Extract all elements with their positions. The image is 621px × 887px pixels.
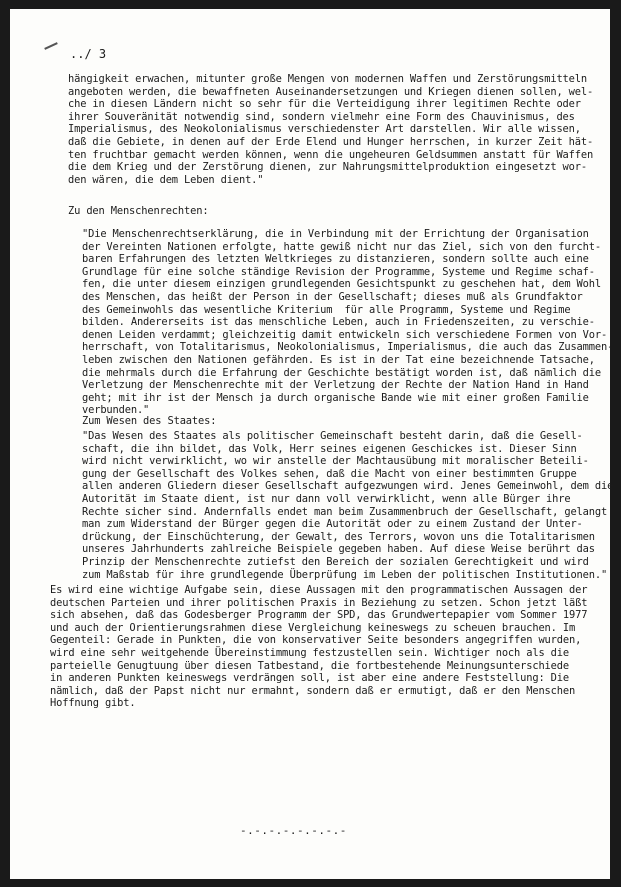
paragraph-party-programs [50, 584, 588, 710]
text-line: baren Erfahrungen des letzten Weltkrieges zu distanzieren, sondern sollte auch eine [82, 253, 589, 266]
paragraph-arms-trade [68, 73, 594, 186]
quote-human-rights [82, 228, 614, 417]
text-line: und auch der Orientierungsrahmen diese Vergleichung keineswegs zu scheuen brauchen. Im [50, 621, 576, 634]
text-line: den wären, die dem Leben dient." [68, 173, 264, 186]
end-marker: -.-.-.-.-.-.-.- [240, 824, 347, 837]
text-line: deutschen Parteien und ihrer politischen Praxis in Beziehung zu setzen. Schon jetzt läßt [50, 596, 588, 609]
text-line: "Das Wesen des Staates als politischer Gemeinschaft besteht darin, daß die Gesell- [82, 430, 583, 442]
text-line: Hoffnung gibt. [50, 697, 136, 710]
text-line: hängigkeit erwachen, mitunter große Mengen von modernen Waffen und Zerstörungsmitteln [68, 73, 587, 85]
text-line: Autorität im Staate dient, ist nur dann voll verwirklicht, wenn alle Bürger ihre [82, 492, 571, 505]
text-line: sich absehen, daß das Godesberger Programm der SPD, das Grundwertepapier vom Sommer 1977 [50, 609, 588, 622]
text-line: wird nicht verwirklicht, wo wir anstelle der Machtausübung mit moralischer Beteili- [82, 455, 589, 468]
text-line: ten fruchtbar gemacht werden können, wenn die ungeheuren Geldsummen anstatt für Waffen [68, 148, 594, 161]
text-line: schaft, die ihn bildet, das Volk, Herr seines eigenen Geschickes ist. Dieser Sinn [82, 442, 577, 455]
text-line: die mehrmals durch die Erfahrung der Geschichte bestätigt worden ist, daß nämlich die [82, 366, 601, 379]
text-line: gung der Gesellschaft des Volkes sehen, daß die Macht von einer bestimmten Gruppe [82, 467, 577, 480]
text-line: che in diesen Ländern nicht so sehr für die Verteidigung ihrer legitimen Rechte oder [68, 98, 581, 111]
text-line: Rechte sicher sind. Andernfalls endet man beim Zusammenbruch der Gesellschaft, gelangt [82, 505, 608, 518]
text-line: Es wird eine wichtige Aufgabe sein, diese Aussagen mit den programmatischen Aussagen der [50, 584, 588, 596]
text-line: fen, die unter diesem einzigen grundlegenden Gesichtspunkt zu geschehen hat, dem Wohl [82, 278, 601, 291]
text-line: ihrer Souveränität notwendig sind, sondern vielmehr eine Form des Chauvinismus, des [68, 110, 575, 123]
text-line: man zum Widerstand der Bürger gegen die Autorität oder zu einem Zustand der Unter- [82, 518, 583, 531]
page-number: ../ 3 [70, 47, 107, 61]
text-line: Verletzung der Menschenrechte mit der Verletzung der Rechte der Nation Hand in Hand [82, 379, 589, 392]
text-line: zum Maßstab für ihre grundlegende Überprüfung im Leben der politischen Institutionen." [82, 568, 608, 581]
text-line: parteielle Genugtuung über diesen Tatbestand, die fortbestehende Meinungsunterschiede [50, 659, 569, 672]
text-line: allen anderen Gliedern dieser Gesellschaft aufgezwungen wird. Jenes Gemeinwohl, dem die [82, 480, 614, 493]
text-line: verbunden." [82, 404, 150, 417]
pen-mark [44, 42, 58, 50]
text-line: Imperialismus, des Neokolonialismus verschiedenster Art darstellen. Wir alle wissen, [68, 123, 581, 136]
text-line: leben zwischen den Nationen gefährden. Es ist in der Tat eine bezeichnende Tatsache, [82, 353, 595, 366]
text-line: drückung, der Einschüchterung, der Gewalt, des Terrors, wovon uns die Totalitarismen [82, 530, 595, 543]
text-line: "Die Menschenrechtserklärung, die in Verbindung mit der Errichtung der Organisation [82, 228, 589, 240]
text-line: Prinzip der Menschenrechte zutiefst den Bereich der sozialen Gerechtigkeit und wird [82, 555, 589, 568]
text-line: Gegenteil: Gerade in Punkten, die von konservativer Seite besonders angegriffen wurden, [50, 634, 582, 647]
heading-human-rights: Zu den Menschenrechten: [68, 205, 209, 217]
text-line: des Gemeinwohls das wesentliche Kriterium für alle Programm, Systeme und Regime [82, 303, 571, 316]
text-line: herrschaft, von Totalitarismus, Neokolonialismus, Imperialismus, die auch das Zusammen- [82, 341, 614, 354]
text-line: bilden. Andererseits ist das menschliche Leben, auch in Friedenszeiten, zu verschie- [82, 316, 595, 329]
text-line: nämlich, daß der Papst nicht nur ermahnt, sondern daß er ermutigt, daß er den Menschen [50, 684, 576, 697]
document-page [10, 9, 614, 879]
quote-nature-of-state [82, 430, 614, 581]
text-line: in anderen Punkten keineswegs verdrängen soll, ist aber eine andere Feststellung: Die [50, 672, 569, 685]
text-line: daß die Gebiete, in denen auf der Erde Elend und Hunger herrschen, in kurzer Zeit hät- [68, 135, 594, 148]
text-line: denen Leiden verdammt; gleichzeitig damit entwickeln sich verschiedene Formen von Vor- [82, 328, 608, 341]
heading-nature-of-state: Zum Wesen des Staates: [82, 415, 217, 427]
text-line: wird eine sehr weitgehende Übereinstimmung festzustellen sein. Wichtiger noch als die [50, 646, 569, 659]
text-line: angeboten werden, die bewaffneten Auseinandersetzungen und Kriegen dienen sollen, wel- [68, 85, 594, 98]
text-line: der Vereinten Nationen erfolgte, hatte gewiß nicht nur das Ziel, sich von den furcht- [82, 240, 601, 253]
text-line: die dem Krieg und der Zerstörung dienen, zur Nahrungsmittelproduktion eingesetzt wor- [68, 161, 587, 174]
text-line: des Menschen, das heißt der Person in der Gesellschaft; dieses muß als Grundfaktor [82, 290, 583, 303]
text-line: geht; mit ihr ist der Mensch ja durch organische Bande wie mit einer großen Familie [82, 391, 589, 404]
text-line: unseres Jahrhunderts zahlreiche Beispiele gegeben haben. Auf diese Weise berührt das [82, 543, 595, 556]
text-line: Grundlage für eine solche ständige Revision der Programme, Systeme und Regime schaf- [82, 265, 595, 278]
